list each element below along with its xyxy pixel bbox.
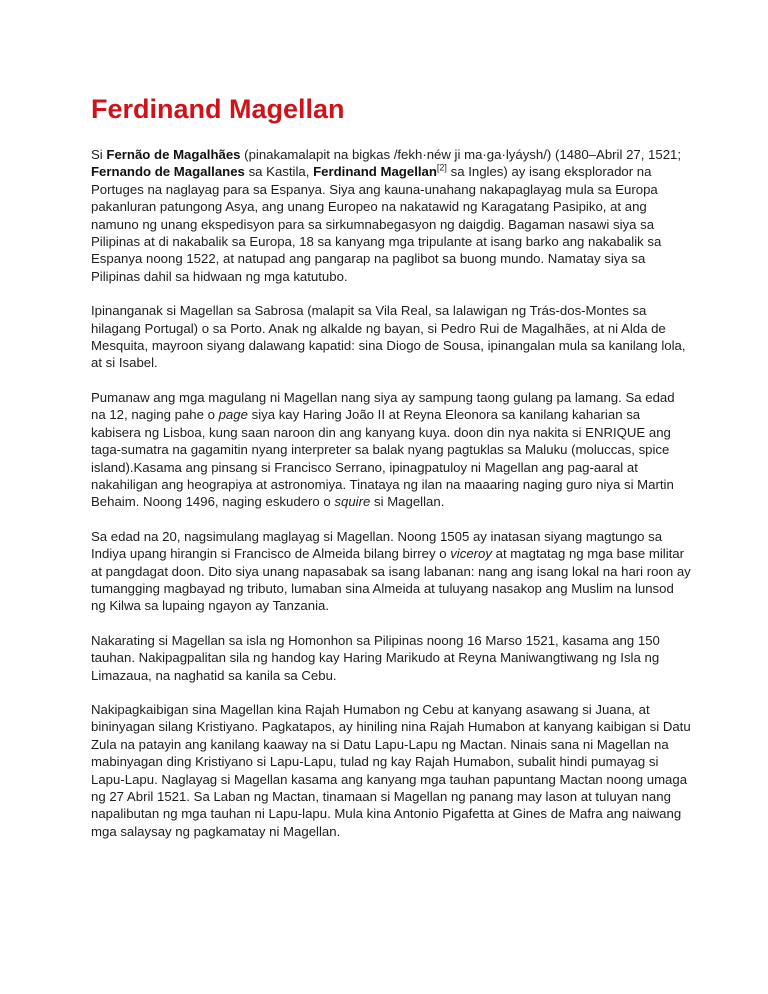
- text-run: sa Kastila,: [244, 164, 314, 180]
- text-run: sa Ingles) ay isang eksplorador na Portuges na naglayag para sa Espanya. Siya ang kauna-unahang nakapaglayag mula sa Europa pakanluran patungong Asya, ang unang Europeo na nakatawid ng Karagatang Pasipiko, at ang namuno ng unang ekspedisyon para sa sirkumnabegasyon ng daigdig. Bagaman nasawi siya sa Pilipinas at di nakabalik sa Europa, 18 sa kanyang mga tripulante at isang barko ang nakabalik sa Espanya noong 1522, at natupad ang pangarap na paglibot sa buong mundo. Namatay siya sa Pilipinas dahil sa hidwaan ng mga katutubo.: [91, 164, 662, 284]
- text-run: Si: [91, 147, 107, 162]
- text-run: siya kay Haring João II at Reyna Eleonora sa kanilang kaharian sa kabisera ng Lisboa, kung saan naroon din ang kanyang kuya. doon din nya nakita si ENRIQUE ang taga-sumatra na gagamitin nyang interpreter sa balak nyang pagtuklas sa Maluku (moluccas, spice island).Kasama ang pinsang si Francisco Serrano, ipinagpatuloy ni Magellan ang pag-aaral at nakahiligan ang heograpiya at astronomiya. Tinataya ng ilan na maaaring naging guro niya si Martin Behaim. Noong 1496, naging eskudero o: [91, 407, 674, 510]
- text-run: at magtatag ng mga base militar at pangdagat doon. Dito siya unang napasabak sa isang labanan: nang ang isang lokal na hari roon ay tumangging magbayad ng tributo, lumaban sina Almeida at tuluyang nasakop ang Muslim na lunsod ng Kilwa sa lupaing ngayon ay Tanzania.: [91, 546, 691, 614]
- text-run: Sa edad na 20, nagsimulang maglayag si Magellan. Noong 1505 ay inatasan siyang magtungo sa Indiya upang hirangin si Francisco de Almeida bilang birrey o: [91, 528, 663, 562]
- paragraph-intro: [91, 146, 691, 285]
- footnote-ref[interactable]: [2]: [436, 163, 447, 174]
- italic-squire: squire: [334, 494, 371, 510]
- document-page: [91, 92, 691, 857]
- text-run: Pumanaw ang mga magulang ni Magellan nang siya ay sampung taong gulang pa lamang. Sa edad na 12, naging pahe o: [91, 389, 675, 423]
- page-title: Ferdinand Magellan: [91, 94, 345, 124]
- name-portuguese: Fernão de Magalhães: [106, 147, 241, 162]
- italic-page: page: [218, 407, 248, 423]
- paragraph-death: Nakipagkaibigan sina Magellan kina Rajah Humabon ng Cebu at kanyang asawang si Juana, at bininyagan silang Kristiyano. Pagkatapos, ay hiniling nina Rajah Humabon at kanyang kaibigan si Datu Zula na patayin ang kanilang kaaway na si Datu Lapu-Lapu ng Mactan. Ninais sana ni Magellan na mabinyagan ding Kristiyano si Lapu-Lapu, tulad ng kay Rajah Humabon, subalit hindi pumayag si Lapu-Lapu. Naglayag si Magellan kasama ang kanyang mga tauhan papuntang Mactan noong umaga ng 27 Abril 1521. Sa Laban ng Mactan, tinamaan si Magellan ng panang may lason at tuluyan nang napalibutan ng mga tauhan ni Lapu-lapu. Mula kina Antonio Pigafetta at Gines de Mafra ang naiwang mga salaysay ng pagkamatay ni Magellan.: [91, 701, 691, 839]
- text-run: (pinakamalapit na bigkas /fekh·néw ji ma·ga·lyáysh/) (1480–Abril 27, 1521;: [240, 147, 682, 162]
- paragraph-voyages: [91, 528, 691, 615]
- paragraph-birth: Ipinanganak si Magellan sa Sabrosa (malapit sa Vila Real, sa lalawigan ng Trás-dos-Montes sa hilagang Portugal) o sa Porto. Anak ng alkalde ng bayan, si Pedro Rui de Magalhães, at ni Alda de Mesquita, mayroon siyang dalawang kapatid: sina Diogo de Sousa, ipinangalan mula sa kanilang lola, at si Isabel.: [91, 303, 686, 371]
- name-spanish: Fernando de Magallanes: [91, 164, 245, 180]
- name-english: Ferdinand Magellan: [313, 164, 437, 180]
- text-run: si Magellan.: [370, 494, 445, 510]
- paragraph-arrival: Nakarating si Magellan sa isla ng Homonhon sa Pilipinas noong 16 Marso 1521, kasama ang 150 tauhan. Nakipagpalitan sila ng handog kay Haring Marikudo at Reyna Maniwangtiwang ng Isla ng Limazaua, na naghatid sa kanila sa Cebu.: [91, 632, 660, 683]
- paragraph-youth: [91, 389, 691, 511]
- italic-viceroy: viceroy: [450, 546, 492, 562]
